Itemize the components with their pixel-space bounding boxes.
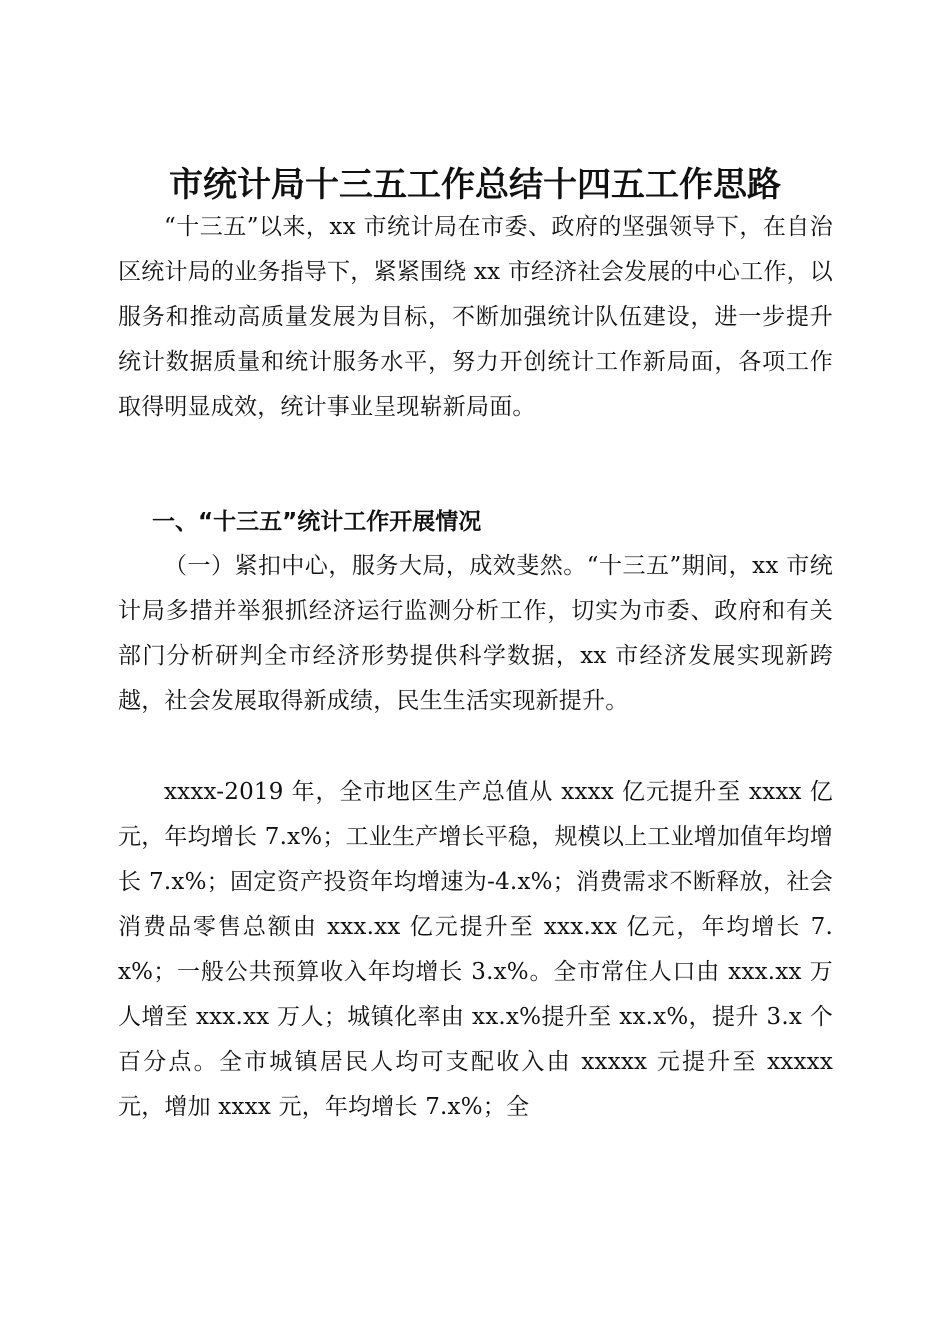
section-heading: 一、“十三五”统计工作开展情况 xyxy=(152,509,482,535)
statistics-paragraph: xxxx-2019 年，全市地区生产总值从 xxxx 亿元提升至 xxxx 亿元，年均增长 7.x%；工业生产增长平稳，规模以上工业增加值年均增长 7.x%；固定资产投资年均增速为-4.x%；消费需求不断释放，社会消费品零售总额由 xxx.xx 亿元提升至 xxx.xx 亿元，年均增长 7.x%；一般公共预算收入年均增长 3.x%。全市常住人口由 xxx.xx 万人增至 xxx.xx 万人；城镇化率由 xx.x%提升至 xx.x%，提升 3.x 个百分点。全市城镇居民人均可支配收入由 xxxxx 元提升至 xxxxx 元，增加 xxxx 元，年均增长 7.x%；全 xyxy=(118,779,833,1120)
subsection-paragraph: （一）紧扣中心，服务大局，成效斐然。“十三五”期间，xx 市统计局多措并举狠抓经济运行监测分析工作，切实为市委、政府和有关部门分析研判全市经济形势提供科学数据，xx 市经济发展实现新跨越，社会发展取得新成绩，民生生活实现新提升。 xyxy=(118,553,833,714)
section-heading-block xyxy=(118,500,833,545)
intro-block xyxy=(118,205,833,430)
statistics-block xyxy=(118,770,833,1130)
document-title: 市统计局十三五工作总结十四五工作思路 xyxy=(169,164,781,205)
intro-paragraph: “十三五”以来，xx 市统计局在市委、政府的坚强领导下，在自治区统计局的业务指导下，紧紧围绕 xx 市经济社会发展的中心工作，以服务和推动高质量发展为目标，不断加强统计队伍建设，进一步提升统计数据质量和统计服务水平，努力开创统计工作新局面，各项工作取得明显成效，统计事业呈现崭新局面。 xyxy=(118,214,833,420)
subsection-block xyxy=(118,544,833,724)
